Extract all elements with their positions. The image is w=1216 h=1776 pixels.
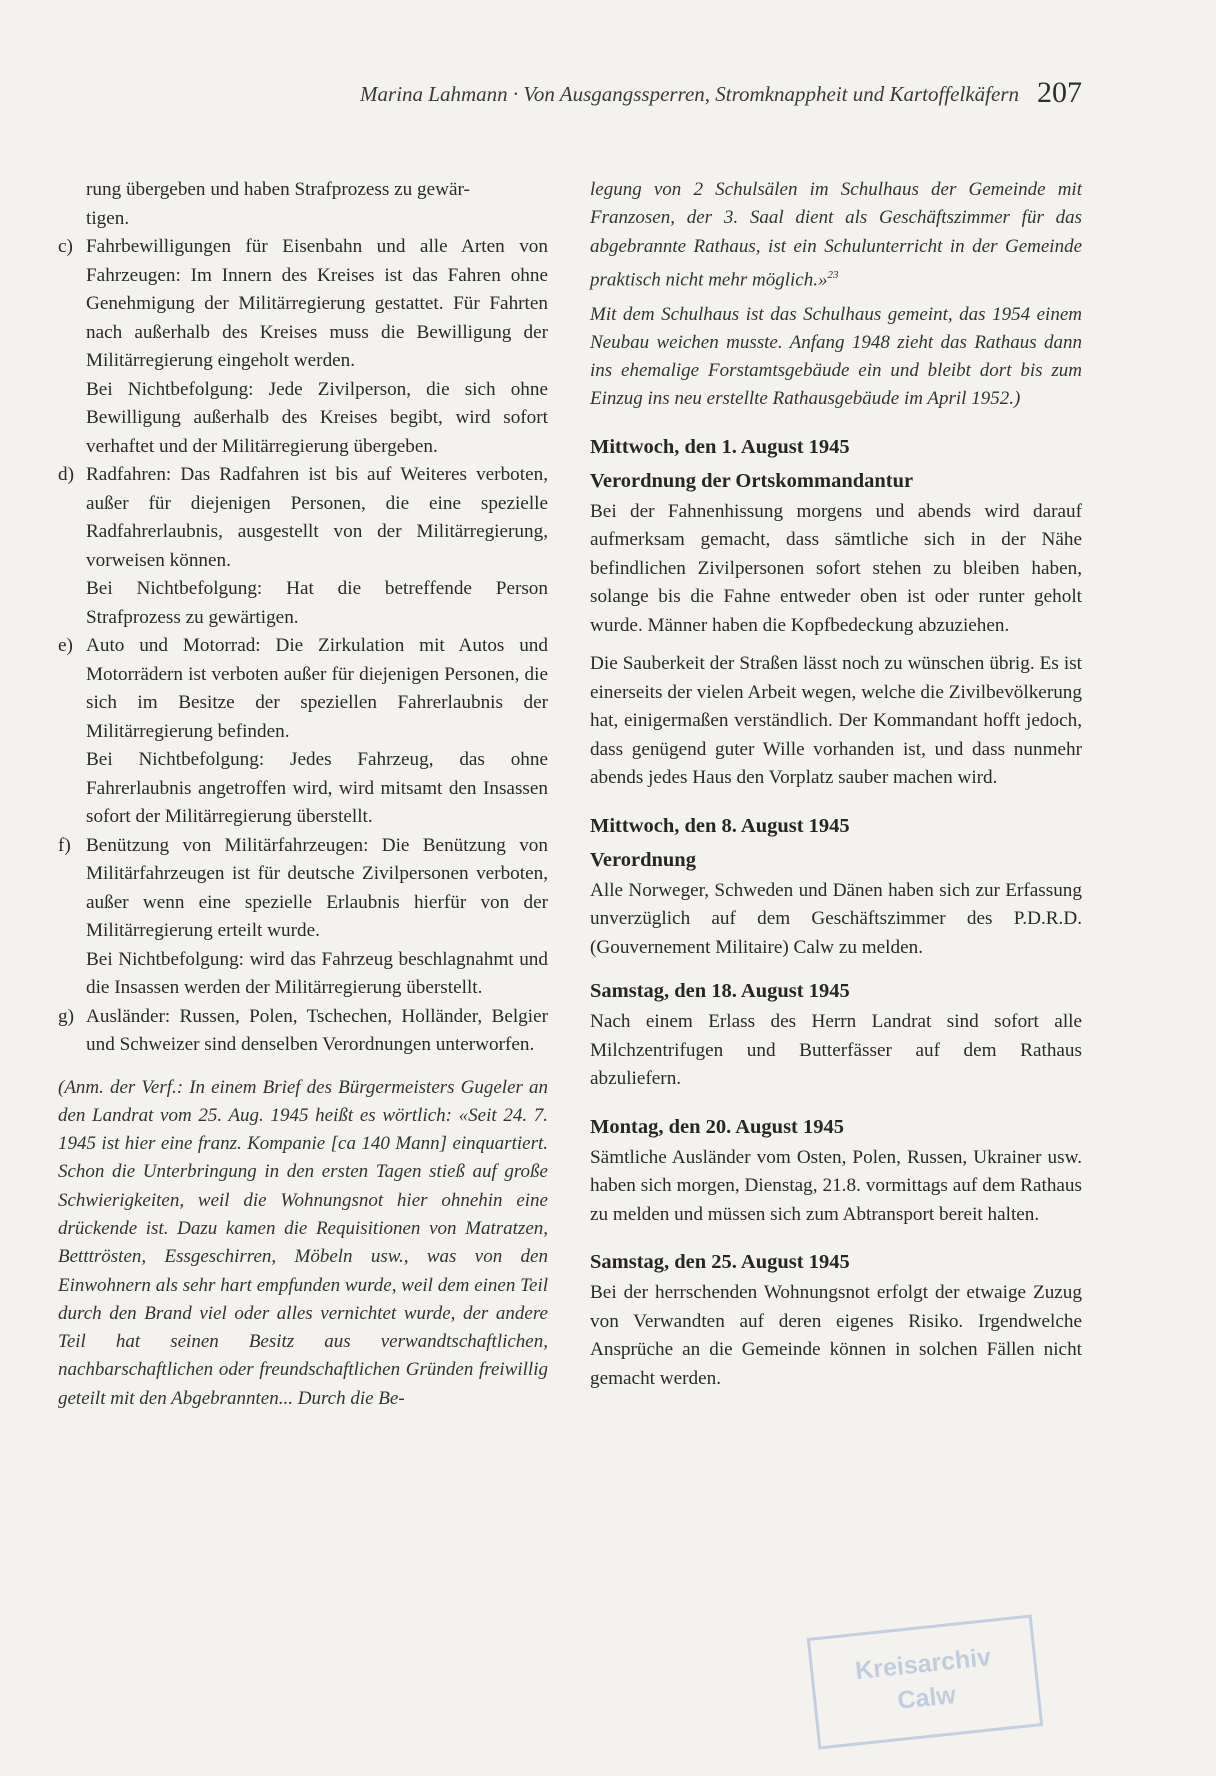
list-item-penalty: Bei Nichtbefolgung: Hat die betreffende Person Strafprozess zu gewärtigen. xyxy=(86,578,548,628)
list-item-c xyxy=(58,233,548,461)
list-item-g xyxy=(58,1003,548,1060)
list-item-text: Auto und Motorrad: Die Zirkulation mit Autos und Motorrädern ist verboten außer für diejenigen Personen, die sich im Besitze der speziellen Fahrerlaubnis der Militärregierung befinden. xyxy=(86,635,548,742)
right-column xyxy=(590,176,1082,1393)
list-item-f xyxy=(58,832,548,1003)
entry-paragraph: Bei der Fahnenhissung morgens und abends wird darauf aufmerksam gemacht, dass sämtliche sich in der Nähe befindlichen Zivilpersonen sofort stehen zu bleiben haben, solange bis die Fahne entweder oben ist oder runter geholt wurde. Männer haben die Kopfbedeckung abzuziehen. xyxy=(590,500,1082,636)
author-note-continuation xyxy=(590,176,1082,295)
list-letter: g) xyxy=(58,1005,74,1027)
intro-line-1: rung übergeben und haben Strafprozess zu gewär- xyxy=(86,179,470,200)
list-item-e xyxy=(58,632,548,832)
entry-8-august xyxy=(590,811,1082,963)
list-item-text: Benützung von Militärfahrzeugen: Die Benützung von Militärfahrzeugen ist für deutsche Zivilpersonen verboten, außer wenn eine spezielle Erlaubnis hierfür von der Militärregierung erteilt wurde. xyxy=(86,834,548,941)
note-continuation-text: legung von 2 Schulsälen im Schulhaus der Gemeinde mit Franzosen, der 3. Saal dient als Geschäftszimmer für das abgebrannte Rathaus, ist ein Schulunterricht in der Gemeinde praktisch nicht mehr möglich.» xyxy=(590,179,1082,291)
entry-paragraph: Nach einem Erlass des Herrn Landrat sind sofort alle Milchzentrifugen und Butterfässer auf dem Rathaus abzuliefern. xyxy=(590,1011,1082,1090)
list-letter: e) xyxy=(58,635,73,656)
entry-date: Samstag, den 18. August 1945 xyxy=(590,980,850,1003)
list-item-text: Fahrbewilligungen für Eisenbahn und alle Arten von Fahrzeugen: Im Innern des Kreises ist das Fahren ohne Genehmigung der Militärregierung gestattet. Für Fahrten nach außerhalb des Kreises muss die Bewilligung der Militärregierung eingeholt werden. xyxy=(86,236,548,371)
list-item-text: Ausländer: Russen, Polen, Tschechen, Holländer, Belgier und Schweizer sind denselben Verordnungen unterworfen. xyxy=(86,1005,548,1055)
entry-25-august xyxy=(590,1247,1082,1393)
entry-paragraph: Die Sauberkeit der Straßen lässt noch zu wünschen übrig. Es ist einerseits der vielen Arbeit wegen, welche die Zivilbevölkerung hat, einigermaßen verständlich. Der Kommandant hofft jedoch, dass genügend guter Wille vorhanden ist, und dass nunmehr abends jedes Haus den Vorplatz sauber machen wird. xyxy=(590,653,1082,789)
entry-paragraph: Sämtliche Ausländer vom Osten, Polen, Russen, Ukrainer usw. haben sich morgen, Dienstag, 21.8. vormittags auf dem Rathaus zu melden und müssen sich zum Abtransport bereit halten. xyxy=(590,1146,1082,1225)
list-item-d xyxy=(58,461,548,632)
entry-paragraph: Bei der herrschenden Wohnungsnot erfolgt der etwaige Zuzug von Verwandten auf deren eigenes Risiko. Irgendwelche Ansprüche an die Gemeinde können in solchen Fällen nicht gemacht werden. xyxy=(590,1282,1082,1389)
stamp-line-1: Kreisarchiv xyxy=(853,1643,993,1686)
entry-paragraph: Alle Norweger, Schweden und Dänen haben sich zur Erfassung unverzüglich auf dem Geschäftszimmer des P.D.R.D. (Gouvernement Militaire) Calw zu melden. xyxy=(590,879,1082,958)
page-header xyxy=(0,76,1082,110)
page-number: 207 xyxy=(1037,76,1082,109)
entry-date: Montag, den 20. August 1945 xyxy=(590,1115,845,1138)
entry-18-august xyxy=(590,976,1082,1094)
entry-title: Verordnung xyxy=(590,848,696,871)
entry-20-august xyxy=(590,1112,1082,1230)
list-letter: c) xyxy=(58,236,73,257)
footnote-reference: 23 xyxy=(827,268,839,281)
left-column xyxy=(58,176,548,1413)
list-item-penalty: Bei Nichtbefolgung: Jede Zivilperson, die sich ohne Bewilligung außerhalb des Kreises begibt, wird sofort verhaftet und der Militärregierung übergeben. xyxy=(86,378,548,457)
entry-title: Verordnung der Ortskommandantur xyxy=(590,469,914,492)
list-letter: f) xyxy=(58,834,71,856)
intro-line-2: tigen. xyxy=(86,207,130,229)
list-item-penalty: Bei Nichtbefolgung: wird das Fahrzeug beschlagnahmt und die Insassen werden der Militärregierung überstellt. xyxy=(86,948,548,998)
archive-stamp xyxy=(807,1614,1043,1749)
list-item-text: Radfahren: Das Radfahren ist bis auf Weiteres verboten, außer für diejenigen Personen, die eine spezielle Radfahrerlaubnis, ausgestellt von der Militärregierung, vorweisen können. xyxy=(86,464,548,571)
list-item-penalty: Bei Nichtbefolgung: Jedes Fahrzeug, das ohne Fahrerlaubnis angetroffen wird, wird mitsamt den Insassen sofort der Militärregierung überstellt. xyxy=(86,749,548,827)
entry-date: Samstag, den 25. August 1945 xyxy=(590,1251,850,1274)
running-header: Marina Lahmann · Von Ausgangssperren, Stromknappheit und Kartoffelkäfern xyxy=(360,82,1019,106)
stamp-line-2: Calw xyxy=(896,1680,958,1715)
author-note-second: Mit dem Schulhaus ist das Schulhaus gemeint, das 1954 einem Neubau weichen musste. Anfang 1948 zieht das Rathaus dann ins ehemalige Forstamtsgebäude ein und bleibt dort bis zum Einzug ins neu erstellte Rathausgebäude im April 1952.) xyxy=(590,303,1082,410)
entry-1-august xyxy=(590,432,1082,793)
author-note: (Anm. der Verf.: In einem Brief des Bürgermeisters Gugeler an den Landrat vom 25. Aug. 1945 heißt es wörtlich: «Seit 24. 7. 1945 ist hier eine franz. Kompanie [ca 140 Mann] einquartiert. Schon die Unterbringung in den ersten Tagen stieß auf große Schwierigkeiten, weil die Wohnungsnot hier ohnehin eine drückende ist. Dazu kamen die Requisitionen von Matratzen, Betttrösten, Essgeschirren, Möbeln usw., was von den Einwohnern als sehr hart empfunden wurde, weil dem einen Teil durch den Brand viel oder alles vernichtet wurde, der andere Teil hat seinen Besitz aus verwandtschaftlichen, nachbarschaftlichen oder freundschaftlichen Gründen freiwillig geteilt mit den Abgebrannten... Durch die Be- xyxy=(58,1076,548,1409)
list-letter: d) xyxy=(58,464,74,485)
entry-date: Mittwoch, den 1. August 1945 xyxy=(590,435,850,458)
entry-date: Mittwoch, den 8. August 1945 xyxy=(590,814,850,837)
